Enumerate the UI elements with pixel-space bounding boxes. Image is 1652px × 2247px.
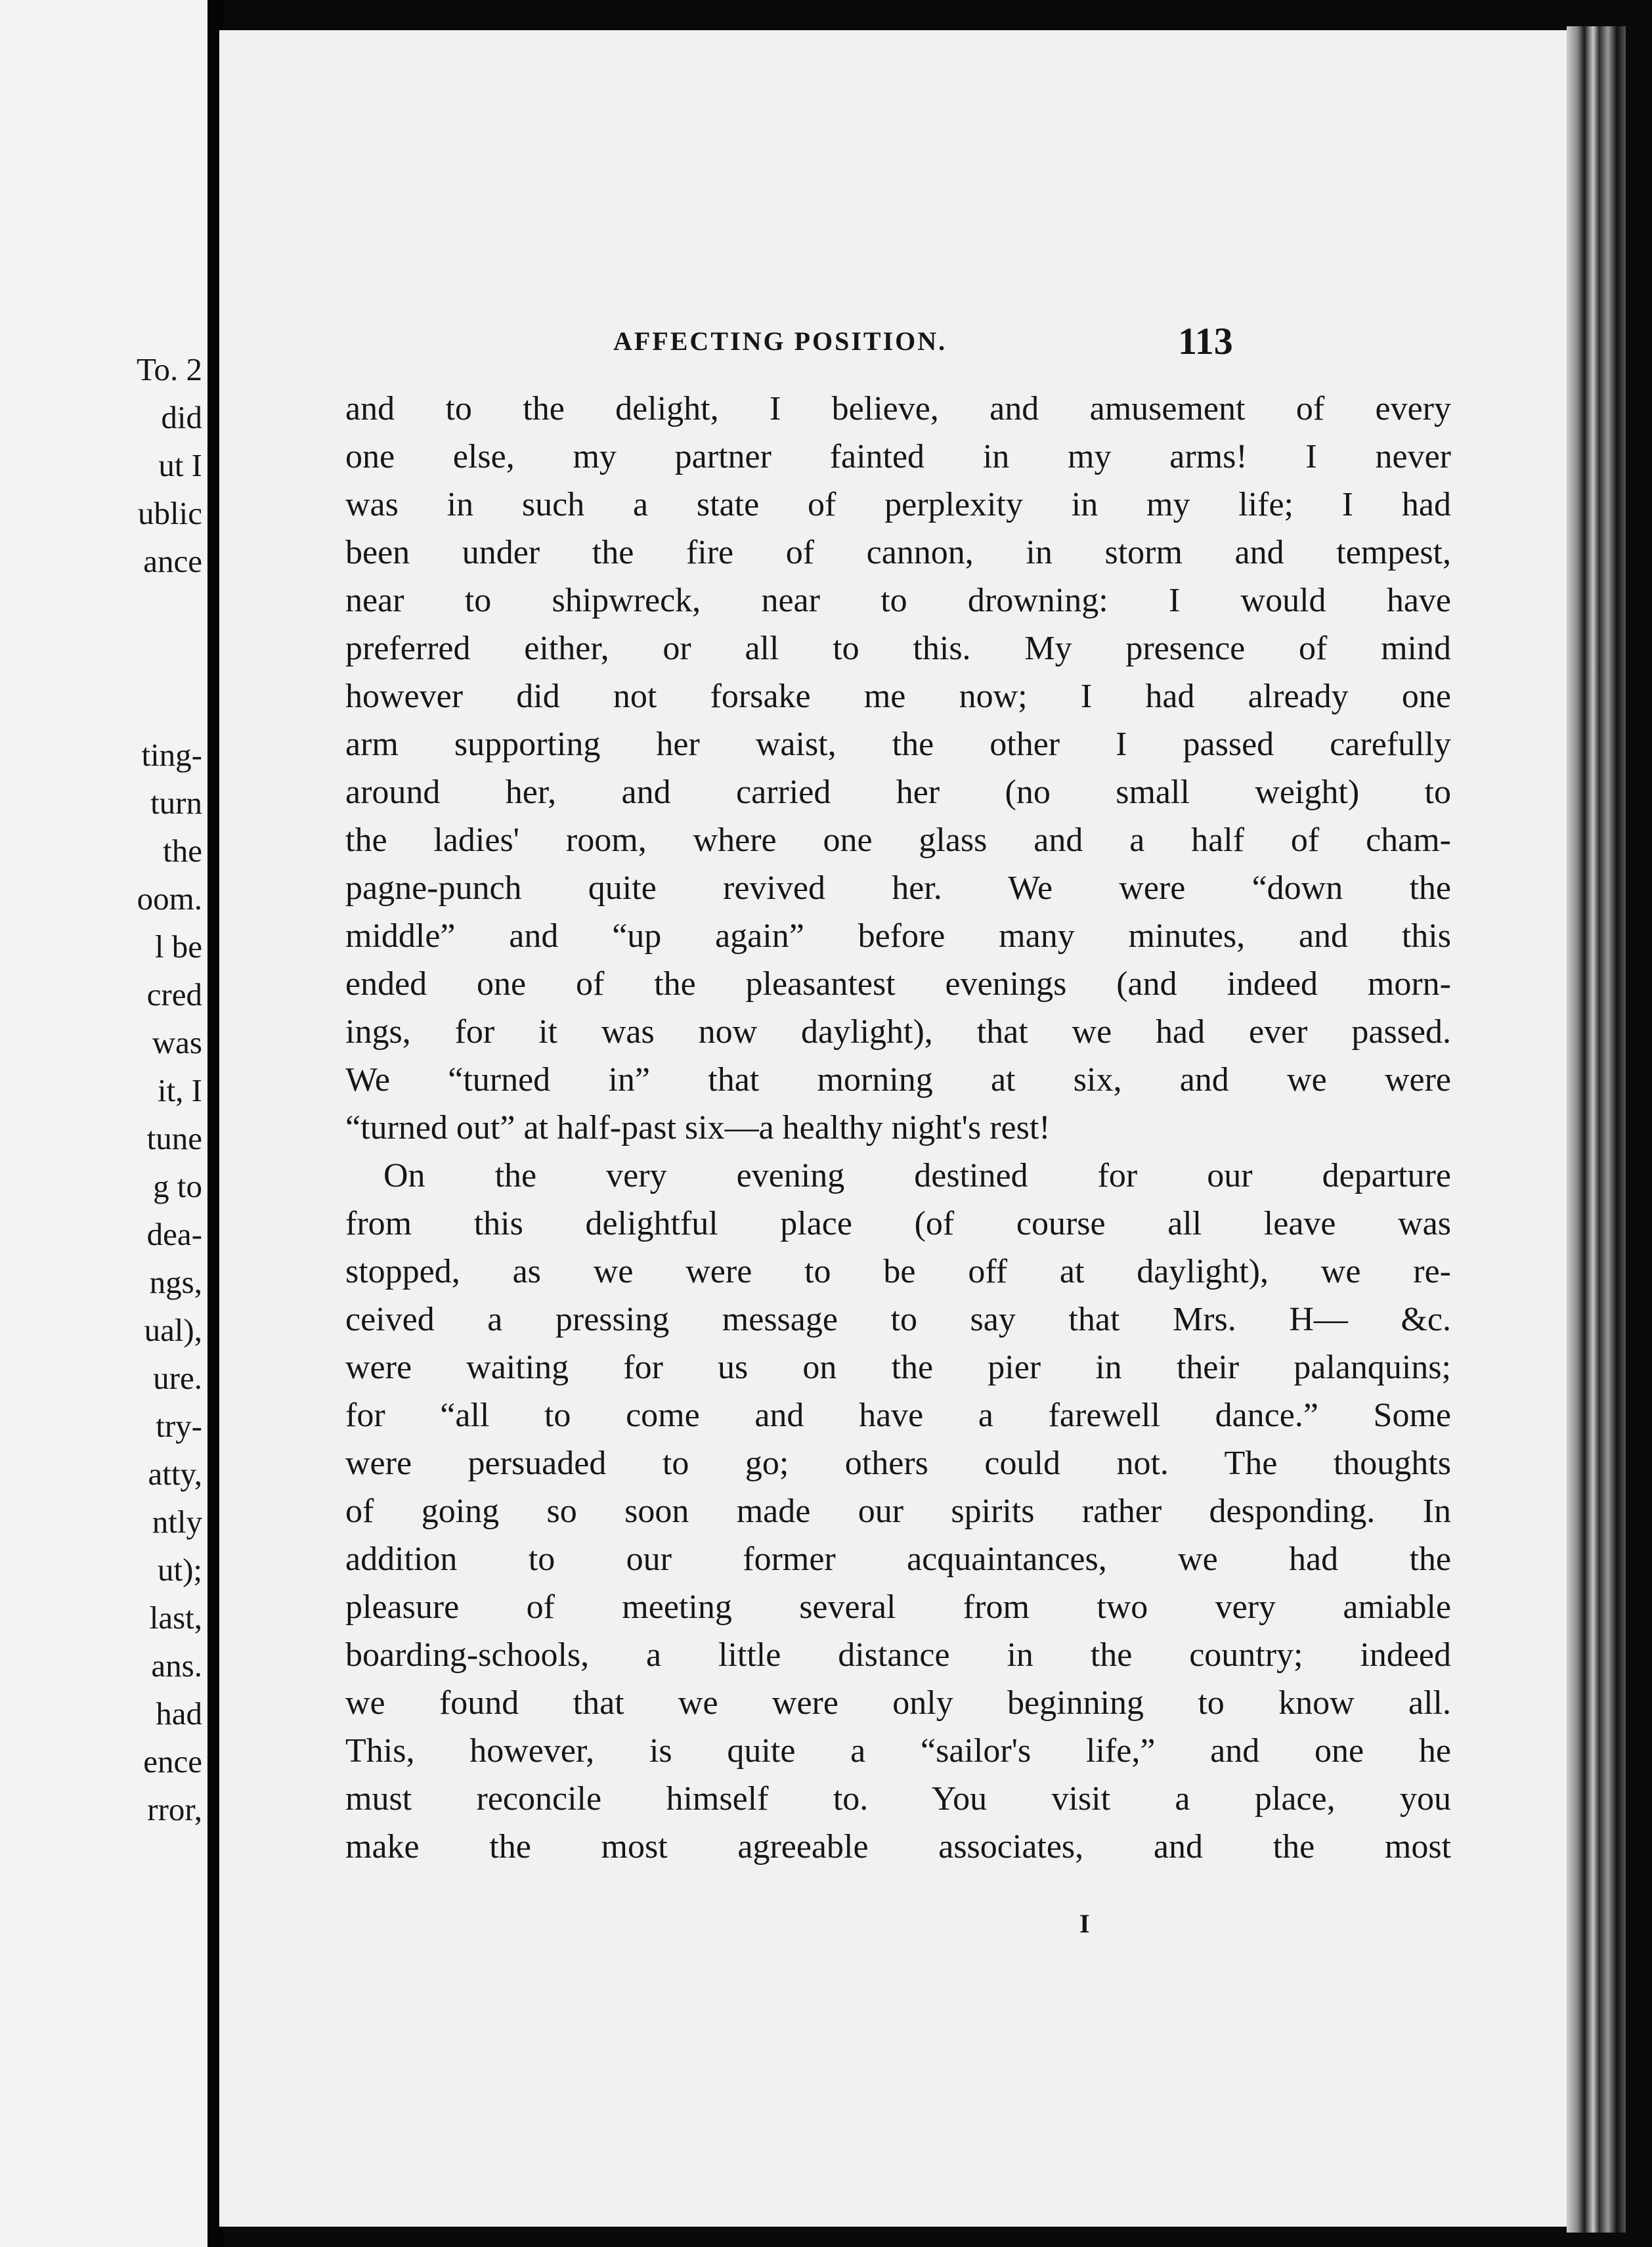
text-line: This, however, is quite a “sailor's life,” and one he	[345, 1732, 1451, 1770]
left-fragment: turn	[150, 785, 202, 821]
left-fragment: ence	[143, 1743, 202, 1779]
text-line: from this delightful place (of course all leave was	[345, 1205, 1451, 1242]
left-fragment: ntly	[152, 1504, 202, 1540]
text-line: ings, for it was now daylight), that we had ever passed.	[345, 1013, 1451, 1051]
text-line: preferred either, or all to this. My presence of mind	[345, 630, 1451, 667]
text-line: we found that we were only beginning to know all.	[345, 1684, 1451, 1722]
page-edges	[1567, 26, 1626, 2233]
text-line: was in such a state of perplexity in my life; I had	[345, 486, 1451, 523]
text-line: pleasure of meeting several from two very amiable	[345, 1588, 1451, 1626]
left-page	[0, 0, 207, 2247]
left-fragment: had	[156, 1695, 202, 1732]
text-line: were waiting for us on the pier in their palanquins;	[345, 1349, 1451, 1386]
text-line: and to the delight, I believe, and amusement of every	[345, 390, 1451, 427]
left-fragment: was	[152, 1024, 202, 1060]
text-line: stopped, as we were to be off at daylight), we re-	[345, 1253, 1451, 1290]
text-line: pagne-punch quite revived her. We were “down the	[345, 869, 1451, 907]
left-fragment: ure.	[153, 1360, 202, 1396]
text-line: ended one of the pleasantest evenings (and indeed morn-	[345, 965, 1451, 1003]
text-line: been under the fire of cannon, in storm and tempest,	[345, 534, 1451, 571]
left-fragment: ngs,	[149, 1264, 202, 1300]
left-fragment: ance	[143, 543, 202, 579]
text-line: On the very evening destined for our departure	[383, 1157, 1451, 1194]
left-fragment: the	[163, 833, 202, 869]
left-fragment: tune	[146, 1120, 202, 1156]
left-fragment: l be	[154, 928, 202, 965]
text-line: ceived a pressing message to say that Mrs. H— &c.	[345, 1301, 1451, 1338]
left-fragment: ut I	[158, 447, 202, 483]
text-line: one else, my partner fainted in my arms! I never	[345, 438, 1451, 475]
text-line: of going so soon made our spirits rather desponding. In	[345, 1493, 1451, 1530]
text-line: middle” and “up again” before many minutes, and this	[345, 917, 1451, 955]
left-fragment: last,	[149, 1600, 202, 1636]
left-fragment: try-	[156, 1408, 202, 1444]
text-line: We “turned in” that morning at six, and we were	[345, 1061, 1451, 1099]
page-header	[219, 319, 1567, 365]
text-line: must reconcile himself to. You visit a place, you	[345, 1780, 1451, 1818]
left-fragment: To. 2	[136, 351, 202, 387]
left-fragment: rror,	[147, 1791, 202, 1827]
signature-mark: I	[1079, 1909, 1090, 1938]
left-fragment: g to	[153, 1168, 202, 1204]
text-line: however did not forsake me now; I had already one	[345, 678, 1451, 715]
left-fragment: did	[161, 399, 202, 435]
text-line: for “all to come and have a farewell dance.” Some	[345, 1397, 1451, 1434]
running-head: AFFECTING POSITION.	[613, 326, 947, 356]
text-line: around her, and carried her (no small weight) to	[345, 774, 1451, 811]
right-page	[219, 30, 1567, 2227]
text-line: make the most agreeable associates, and the most	[345, 1828, 1451, 1865]
left-fragment: dea-	[146, 1216, 202, 1252]
left-fragment: ublic	[138, 495, 202, 531]
body-text	[345, 385, 1451, 1871]
text-line: near to shipwreck, near to drowning: I would have	[345, 582, 1451, 619]
text-line: boarding-schools, a little distance in the country; indeed	[345, 1636, 1451, 1674]
text-line: were persuaded to go; others could not. The thoughts	[345, 1445, 1451, 1482]
left-fragment: oom.	[137, 881, 202, 917]
left-fragment: cred	[146, 976, 202, 1013]
text-line: addition to our former acquaintances, we had the	[345, 1540, 1451, 1578]
text-line: arm supporting her waist, the other I passed carefully	[345, 726, 1451, 763]
left-fragment: ans.	[151, 1647, 202, 1684]
page-number: 113	[1178, 320, 1233, 362]
left-fragment: ting-	[141, 737, 202, 773]
text-line: “turned out” at half-past six—a healthy night's rest!	[345, 1109, 1051, 1146]
left-fragment: ual),	[144, 1312, 202, 1348]
left-fragment: it, I	[157, 1072, 202, 1108]
left-fragment: ut);	[157, 1552, 202, 1588]
text-line: the ladies' room, where one glass and a half of cham-	[345, 821, 1451, 859]
left-fragment: atty,	[148, 1456, 202, 1492]
scan-border	[1626, 0, 1652, 2247]
